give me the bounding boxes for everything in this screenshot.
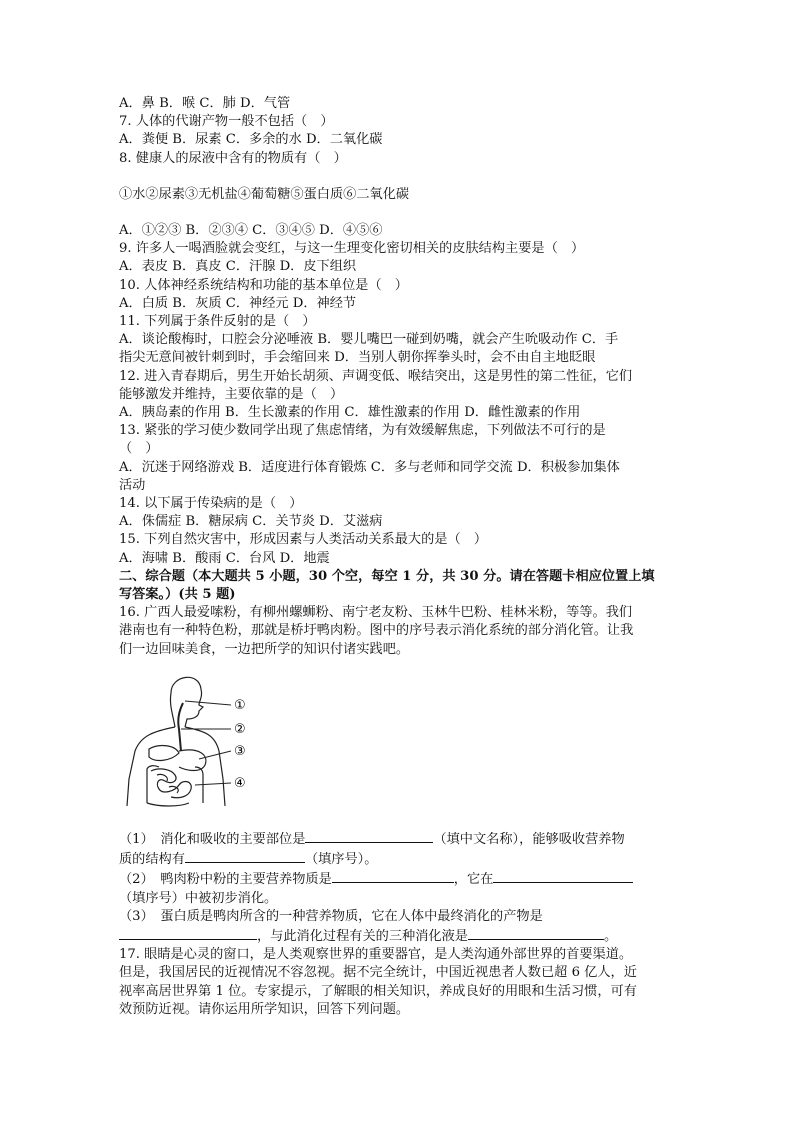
exam-page	[119, 95, 679, 1019]
question-line: 10. 人体神经系统结构和功能的基本单位是（ ）	[119, 277, 408, 293]
q17-line: 效预防近视。请你运用所学知识，回答下列问题。	[119, 1001, 410, 1017]
question-line: A．表皮 B．真皮 C．汗腺 D．皮下组织	[119, 259, 357, 275]
answer-3: （3） 蛋白质是鸭肉所含的一种营养物质，它在人体中最终消化的产物是	[119, 908, 543, 924]
q17-line: 视率高居世界第 1 位。专家提示，了解眼的相关知识，养成良好的用眼和生活习惯，可有	[119, 983, 637, 999]
question-line: 14. 以下属于传染病的是（ ）	[119, 496, 303, 512]
question-line: A．谈论酸梅时，口腔会分泌唾液 B．婴儿嘴巴一碰到奶嘴，就会产生吮吸动作 C．手	[119, 332, 619, 348]
answer-3b-middle: ，与此消化过程有关的三种消化液是	[257, 928, 468, 944]
answer-2-middle: ，它在	[453, 872, 494, 888]
question-line: 12. 进入青春期后，男生开始长胡须、声调变低、喉结突出，这是男性的第二性征，它们	[119, 368, 633, 384]
question-line: A．白质 B．灰质 C．神经元 D．神经节	[119, 295, 357, 311]
questions-6-8	[119, 95, 679, 168]
answer-1-middle: （填中文名称），能够吸收营养物	[433, 831, 625, 847]
question-line: A．①②③ B．②③④ C．③④⑤ D．④⑤⑥	[119, 223, 383, 239]
answer-blank-3[interactable]	[332, 869, 454, 883]
question-line: 能够激发并维持，主要依靠的是（ ）	[119, 386, 344, 402]
question-line: （ ）	[119, 441, 159, 457]
q16-line: 们一边回味美食，一边把所学的知识付诸实践吧。	[119, 641, 410, 657]
q17-line: 但是，我国居民的近视情况不容忽视。据不完全统计，中国近视患者人数已超 6 亿人，近	[119, 965, 637, 981]
q17-line: 17. 眼睛是心灵的窗口，是人类观察世界的重要器官，是人类沟通外部世界的首要渠道。	[119, 947, 633, 963]
digestive-system-figure	[119, 671, 679, 821]
question-line: 13. 紧张的学习使少数同学出现了焦虑情绪，为有效缓解焦虑，下列做法不可行的是	[119, 423, 606, 439]
figure-label-2: ②	[234, 721, 246, 737]
question-line: 9. 许多人一喝酒脸就会变红，与这一生理变化密切相关的皮肤结构主要是（ ）	[119, 241, 585, 257]
q8-items: ①水②尿素③无机盐④葡萄糖⑤蛋白质⑥二氧化碳	[119, 186, 410, 202]
questions-8-15	[119, 222, 679, 568]
answer-3b-end: 。	[604, 928, 618, 944]
answer-1-prefix: （1） 消化和吸收的主要部位是	[119, 831, 306, 847]
answer-1b-suffix: （填序号）。	[304, 852, 378, 868]
figure-label-4: ④	[234, 775, 246, 791]
question-line: 指尖无意间被针刺到时，手会缩回来 D．当别人朝你挥拳头时，会不由自主地眨眼	[119, 350, 596, 366]
question-line: A．沉迷于网络游戏 B．适度进行体育锻炼 C．多与老师和同学交流 D．积极参加集体	[119, 459, 620, 475]
digestive-system-illustration	[119, 671, 279, 821]
figure-label-1: ①	[234, 697, 246, 713]
question-line: 11. 下列属于条件反射的是（ ）	[119, 314, 316, 330]
answer-blank-2[interactable]	[185, 849, 305, 863]
figure-label-3: ③	[234, 743, 246, 759]
section-two-title	[119, 568, 679, 604]
question-line: A．鼻 B．喉 C．肺 D．气管	[119, 96, 291, 111]
question-line: 8. 健康人的尿液中含有的物质有（ ）	[119, 150, 347, 166]
answer-blank-1[interactable]	[305, 829, 433, 843]
answer-blank-5[interactable]	[119, 926, 257, 940]
question-line: 7. 人体的代谢产物一般不包括（ ）	[119, 114, 334, 130]
question-line: A．侏儒症 B．糖尿病 C．关节炎 D．艾滋病	[119, 514, 383, 530]
answer-2b: （填序号）中被初步消化。	[119, 890, 278, 906]
question-line: A．胰岛素的作用 B．生长激素的作用 C．雄性激素的作用 D．雌性激素的作用	[119, 405, 581, 421]
section-title-line: 写答案。）(共 5 题)	[119, 587, 236, 603]
answer-blank-6[interactable]	[468, 926, 604, 940]
answer-2-prefix: （2） 鸭肉粉中粉的主要营养物质是	[119, 872, 332, 888]
question-line: A．粪便 B．尿素 C．多余的水 D．二氧化碳	[119, 132, 383, 148]
q16-line: 港南也有一种特色粉，那就是桥圩鸭肉粉。图中的序号表示消化系统的部分消化管。让我	[119, 623, 634, 639]
q16-line: 16. 广西人最爱嗦粉，有柳州螺蛳粉、南宁老友粉、玉林牛巴粉、桂林米粉，等等。我们	[119, 605, 633, 621]
section-title-line: 二、综合题（本大题共 5 小题，30 个空，每空 1 分，共 30 分。请在答题卡相应位置上填	[119, 568, 655, 584]
question-17-text	[119, 946, 679, 1019]
answer-blank-4[interactable]	[493, 869, 633, 883]
question-line: 活动	[119, 477, 146, 493]
question-16-text	[119, 604, 679, 659]
answer-1b-prefix: 质的结构有	[119, 852, 185, 868]
question-16-answers	[119, 829, 679, 946]
question-line: 15. 下列自然灾害中，形成因素与人类活动关系最大的是（ ）	[119, 532, 488, 548]
question-line: A．海啸 B．酸雨 C．台风 D．地震	[119, 550, 330, 566]
